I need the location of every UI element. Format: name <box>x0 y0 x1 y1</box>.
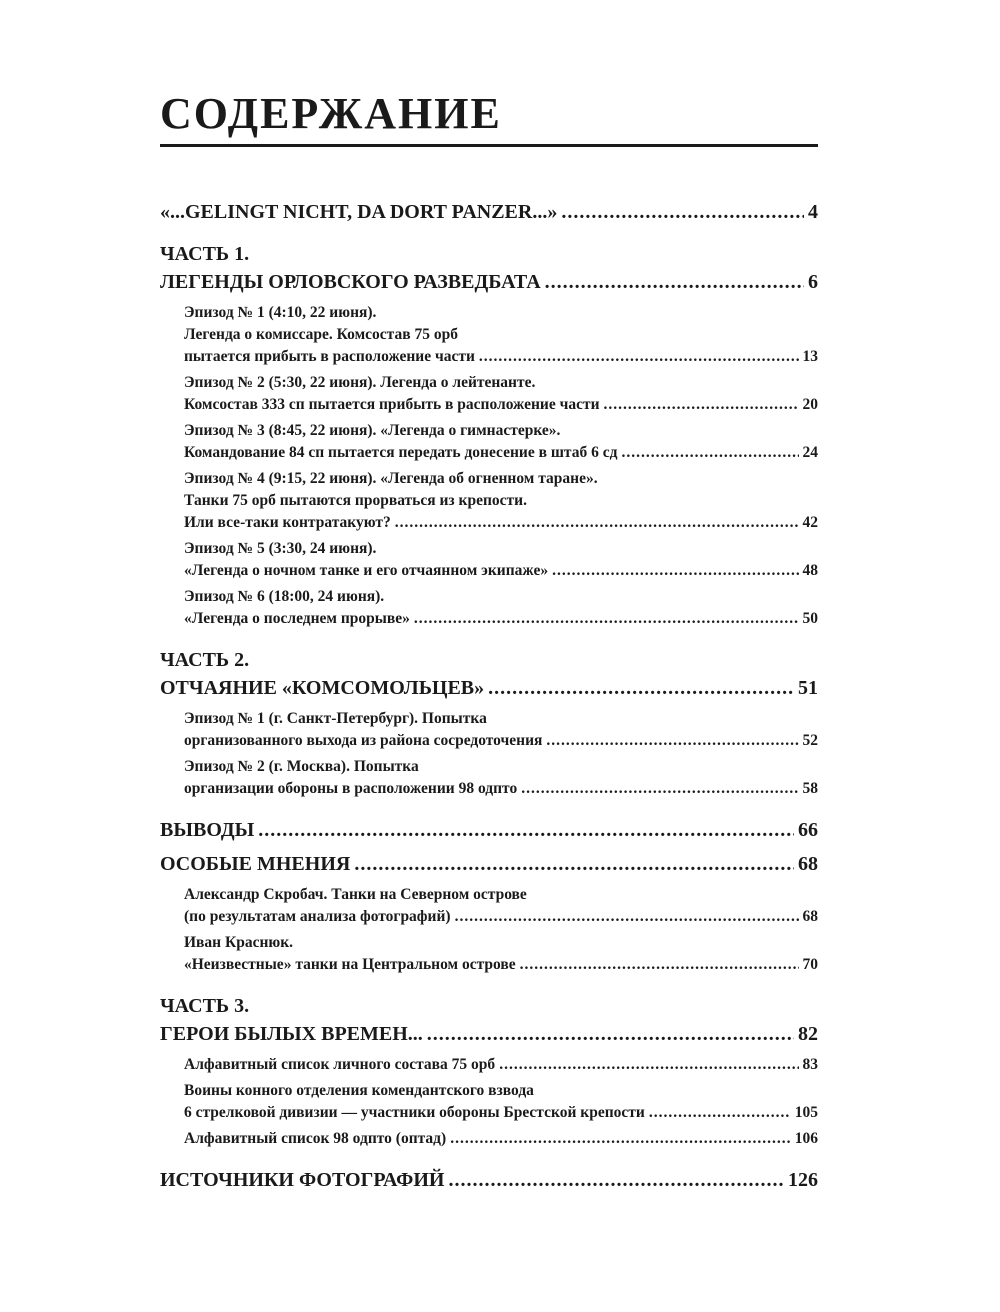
toc-page-number: 58 <box>802 780 818 797</box>
toc-subentry[interactable]: Эпизод № 1 (г. Санкт-Петербург). Попытка организованного выхода из района сосредоточения ..... 52 <box>184 708 818 752</box>
toc-subentry[interactable]: Александр Скробач. Танки на Северном острове (по результатам анализа фотографий) ..... 68 <box>184 884 818 928</box>
dot-leader <box>499 1054 798 1076</box>
toc-page-number: 106 <box>794 1130 818 1147</box>
toc-page-number: 42 <box>802 514 818 531</box>
dot-leader <box>414 608 799 630</box>
toc-page-number: 6 <box>808 271 818 293</box>
dot-leader <box>354 850 794 878</box>
dot-leader <box>545 268 804 296</box>
toc-subentry[interactable]: Эпизод № 1 (4:10, 22 июня). Легенда о комиссаре. Комсостав 75 орб пытается прибыть в расположение части ..... 13 <box>184 302 818 368</box>
toc-page-number: 68 <box>798 853 818 875</box>
toc-subentry[interactable]: Алфавитный список личного состава 75 орб ..... 83 <box>184 1054 818 1076</box>
toc-page-number: 105 <box>794 1104 818 1121</box>
dot-leader <box>604 394 799 416</box>
dot-leader <box>621 442 798 464</box>
dot-leader <box>521 778 798 800</box>
toc-entry-title: «...GELINGT NICHT, DA DORT PANZER...» <box>160 201 558 223</box>
table-of-contents <box>160 198 818 1194</box>
toc-subentry[interactable]: Воины конного отделения комендантского взвода 6 стрелковой дивизии — участники обороны Брестской крепости ..... 105 <box>184 1080 818 1124</box>
part2-label: ЧАСТЬ 2. <box>160 649 250 671</box>
toc-page-number: 13 <box>802 348 818 365</box>
toc-entry-part2[interactable] <box>160 674 818 702</box>
toc-page-number: 48 <box>802 562 818 579</box>
toc-page-number: 126 <box>788 1169 818 1191</box>
toc-entry-title: ОТЧАЯНИЕ «КОМСОМОЛЬЦЕВ» <box>160 677 485 699</box>
toc-page-number: 70 <box>802 956 818 973</box>
toc-subentry[interactable]: Иван Краснюк. «Неизвестные» танки на Центральном острове ..... 70 <box>184 932 818 976</box>
dot-leader <box>258 816 794 844</box>
toc-entry-title: ГЕРОИ БЫЛЫХ ВРЕМЕН... <box>160 1023 423 1045</box>
toc-entry-opinions[interactable] <box>160 850 818 878</box>
toc-page-number: 24 <box>802 444 818 461</box>
toc-entry-title: ИСТОЧНИКИ ФОТОГРАФИЙ <box>160 1169 445 1191</box>
dot-leader <box>455 906 799 928</box>
toc-subentry[interactable]: Алфавитный список 98 одпто (оптад) ..... 106 <box>184 1128 818 1150</box>
part1-label: ЧАСТЬ 1. <box>160 243 250 265</box>
toc-subentry[interactable]: Эпизод № 2 (г. Москва). Попытка организации обороны в расположении 98 одпто ..... 58 <box>184 756 818 800</box>
toc-subentry[interactable]: Эпизод № 5 (3:30, 24 июня). «Легенда о ночном танке и его отчаянном экипаже» ..... 48 <box>184 538 818 582</box>
dot-leader <box>649 1102 791 1124</box>
toc-entry-intro[interactable] <box>160 198 818 226</box>
toc-entry-conclusions[interactable] <box>160 816 818 844</box>
dot-leader <box>546 730 798 752</box>
toc-subentry[interactable]: Эпизод № 3 (8:45, 22 июня). «Легенда о гимнастерке». Командование 84 сп пытается передать донесение в штаб 6 сд ..... 24 <box>184 420 818 464</box>
dot-leader <box>520 954 799 976</box>
toc-subentry[interactable]: Эпизод № 6 (18:00, 24 июня). «Легенда о последнем прорыве» ..... 50 <box>184 586 818 630</box>
title-rule <box>160 144 818 147</box>
page-title: СОДЕРЖАНИЕ <box>160 89 502 138</box>
dot-leader <box>561 198 804 226</box>
toc-entry-title: ВЫВОДЫ <box>160 819 255 841</box>
toc-page-number: 66 <box>798 819 818 841</box>
toc-page-number: 4 <box>808 201 818 223</box>
toc-page-number: 51 <box>798 677 818 699</box>
toc-subentry[interactable]: Эпизод № 2 (5:30, 22 июня). Легенда о лейтенанте. Комсостав 333 сп пытается прибыть в расположение части ..... 20 <box>184 372 818 416</box>
toc-page-number: 82 <box>798 1023 818 1045</box>
toc-entry-photo-sources[interactable] <box>160 1166 818 1194</box>
dot-leader <box>395 512 799 534</box>
dot-leader <box>479 346 799 368</box>
dot-leader <box>450 1128 791 1150</box>
dot-leader <box>552 560 798 582</box>
dot-leader <box>488 674 794 702</box>
toc-entry-part1[interactable] <box>160 268 818 296</box>
toc-page-number: 83 <box>802 1056 818 1073</box>
part3-label: ЧАСТЬ 3. <box>160 995 250 1017</box>
toc-entry-title: ЛЕГЕНДЫ ОРЛОВСКОГО РАЗВЕДБАТА <box>160 271 541 293</box>
toc-page-number: 50 <box>802 610 818 627</box>
dot-leader <box>448 1166 784 1194</box>
toc-page-number: 68 <box>802 908 818 925</box>
dot-leader <box>427 1020 794 1048</box>
toc-page-number: 52 <box>802 732 818 749</box>
toc-subentry[interactable]: Эпизод № 4 (9:15, 22 июня). «Легенда об огненном таране». Танки 75 орб пытаются прорваться из крепости. Или все-таки контратакуют? ..... 42 <box>184 468 818 534</box>
toc-entry-title: ОСОБЫЕ МНЕНИЯ <box>160 853 351 875</box>
toc-entry-part3[interactable] <box>160 1020 818 1048</box>
toc-page-number: 20 <box>802 396 818 413</box>
